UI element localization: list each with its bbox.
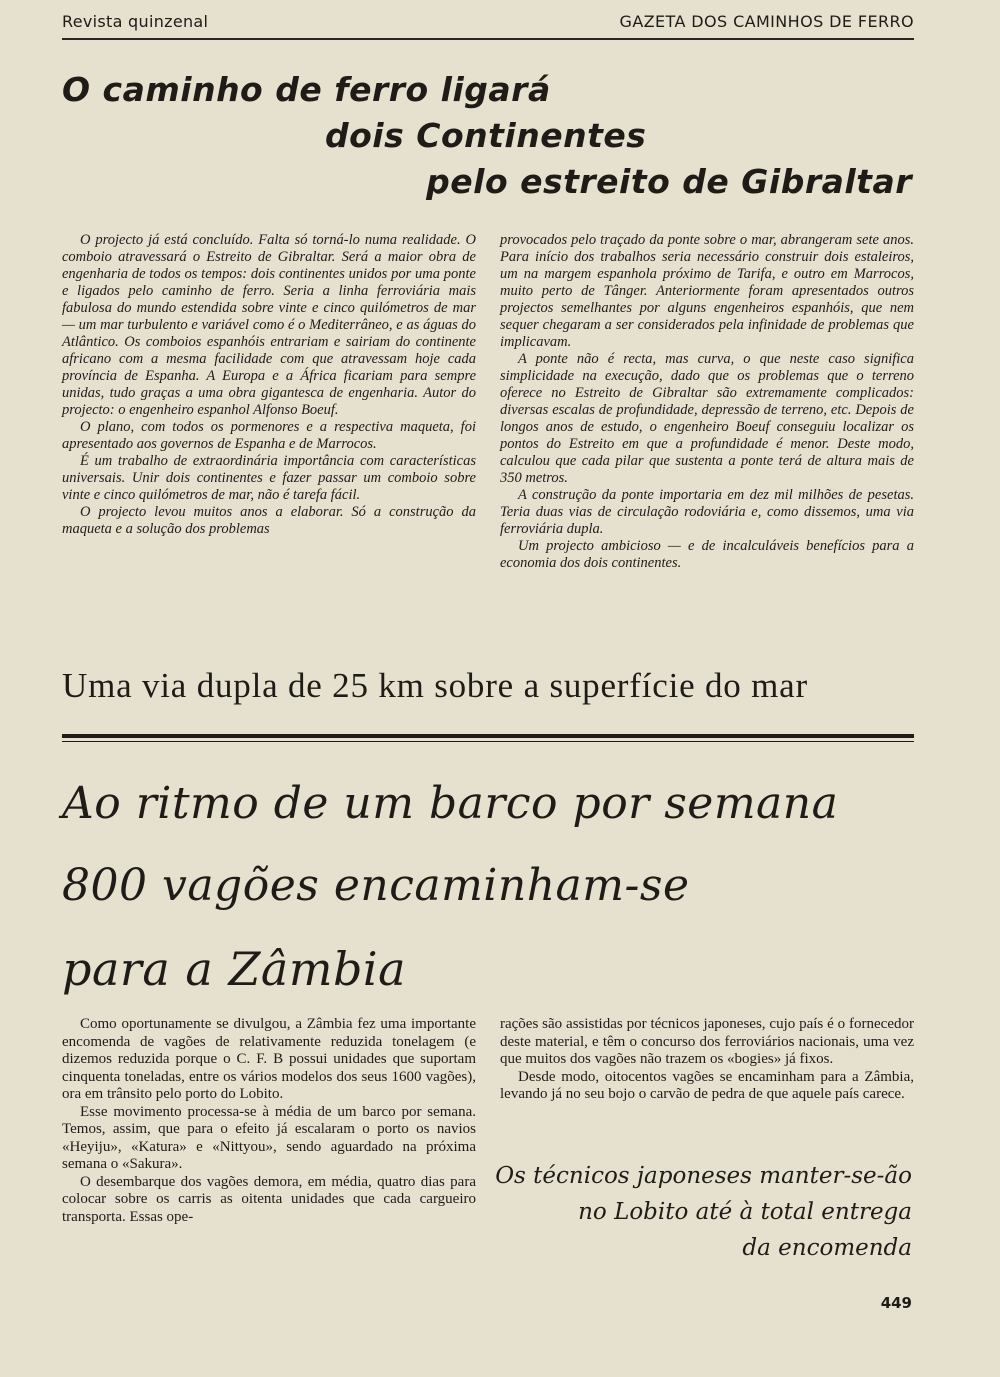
pullquote-line: Os técnicos japoneses manter-se-ão [495,1163,912,1189]
article1-paragraph: A construção da ponte importaria em dez mil milhões de pesetas. Teria duas vias de circulação rodoviária e, como dissemos, uma via ferroviária dupla. [500,487,914,537]
article2-title-line-2: 800 vagões encaminham-se [62,860,690,911]
article2-title-line-1: Ao ritmo de um barco por semana [62,778,839,829]
article1-title-line-1: O caminho de ferro ligará [62,70,551,109]
article1-paragraph: Um projecto ambicioso — e de incalculáveis benefícios para a economia dos dois continentes. [500,538,914,571]
article1-column-left [62,232,476,538]
header-publication-title: GAZETA DOS CAMINHOS DE FERRO [619,12,914,31]
article1-paragraph: A ponte não é recta, mas curva, o que neste caso significa simplicidade na execução, dado que os problemas que o terreno oferece no Estreito de Gibraltar são extremamente complicados: diversas escalas de profundidade, depressão de terreno, etc. Depois de longos anos de estudo, o engenheiro Boeuf conseguiu localizar os pontos do Estreito em que a profundidade é menor. Deste modo, calculou que cada pilar que sustenta a ponte terá de altura mais de 350 metros. [500,351,914,486]
section-divider-thin [62,741,914,742]
article1-title-line-3: pelo estreito de Gibraltar [426,162,912,201]
article1-paragraph: O plano, com todos os pormenores e a respectiva maqueta, foi apresentado aos governos de Espanha e de Marrocos. [62,419,476,452]
pullquote-line: da encomenda [742,1235,912,1261]
article1-paragraph: O projecto já está concluído. Falta só torná-lo numa realidade. O comboio atravessará o Estreito de Gibraltar. Será a maior obra de engenharia de todos os tempos: dois continentes unidos por uma ponte e ligados pelo caminho de ferro. Seria a linha ferroviária mais fabulosa do mundo estendida sobre vinte e cinco quilómetros de mar — um mar turbulento e variável como é o Mediterrâneo, e as águas do Atlântico. Os comboios espanhóis entrariam e sairiam do continente africano com a mesma facilidade com que atravessam hoje cada província de Espanha. A Europa e a África ficariam para sempre unidas, tudo graças a uma obra gigantesca de engenharia. Autor do projecto: o engenheiro espanhol Alfonso Boeuf. [62,232,476,418]
article2-column-right [500,1016,914,1104]
article1-paragraph: É um trabalho de extraordinária importância com características universais. Unir dois continentes e fazer passar um comboio sobre vinte e cinco quilómetros de mar, não é tarefa fácil. [62,453,476,503]
article2-paragraph: Esse movimento processa-se à média de um barco por semana. Temos, assim, que para o efeito já escalaram o porto os navios «Heyiju», «Katura» e «Nittyou», sendo aguardado na próxima semana o «Sakura». [62,1103,476,1172]
pullquote-line: no Lobito até à total entrega [578,1199,912,1225]
article2-pullquote [495,1158,912,1266]
article2-paragraph: O desembarque dos vagões demora, em média, quatro dias para colocar sobre os carris as oitenta unidades que cada cargueiro transporta. Essas ope- [62,1173,476,1225]
article1-column-right [500,232,914,572]
header-rule [62,38,914,40]
article2-column-left [62,1016,476,1226]
article1-paragraph: provocados pelo traçado da ponte sobre o mar, abrangeram sete anos. Para início dos trabalhos seria necessário construir dois estaleiros, um na margem espanhola próximo de Tarifa, e outro em Marrocos, muito perto de Tânger. Anteriormente foram apresentados outros projectos semelhantes por alguns engenheiros espanhóis, que nem sequer chegaram a ser considerados pela infinidade de problemas que implicavam. [500,232,914,350]
section-divider-thick [62,734,914,738]
article1-paragraph: O projecto levou muitos anos a elaborar. Só a construção da maqueta e a solução dos problemas [62,504,476,537]
article2-paragraph: Desde modo, oitocentos vagões se encaminham para a Zâmbia, levando já no seu bojo o carvão de pedra de que aquele país carece. [500,1068,914,1102]
header-periodicity: Revista quinzenal [62,12,209,31]
article1-title-line-2: dois Continentes [325,116,647,155]
page-number: 449 [880,1294,912,1312]
article2-paragraph: Como oportunamente se divulgou, a Zâmbia fez uma importante encomenda de vagões de relativamente reduzida tonelagem (e dizemos reduzida porque o C. F. B possui unidades que suportam cinquenta toneladas, entre os vários modelos dos seus 1600 vagões), ora em trânsito pelo porto do Lobito. [62,1016,476,1102]
article2-paragraph: rações são assistidas por técnicos japoneses, cujo país é o fornecedor deste material, e têm o concurso dos ferroviários nacionais, uma vez que muitos dos vagões não trazem os «bogies» já fixos. [500,1016,914,1067]
article2-title-line-3: para a Zâmbia [62,942,407,996]
article1-subtitle: Uma via dupla de 25 km sobre a superfície do mar [62,666,808,705]
